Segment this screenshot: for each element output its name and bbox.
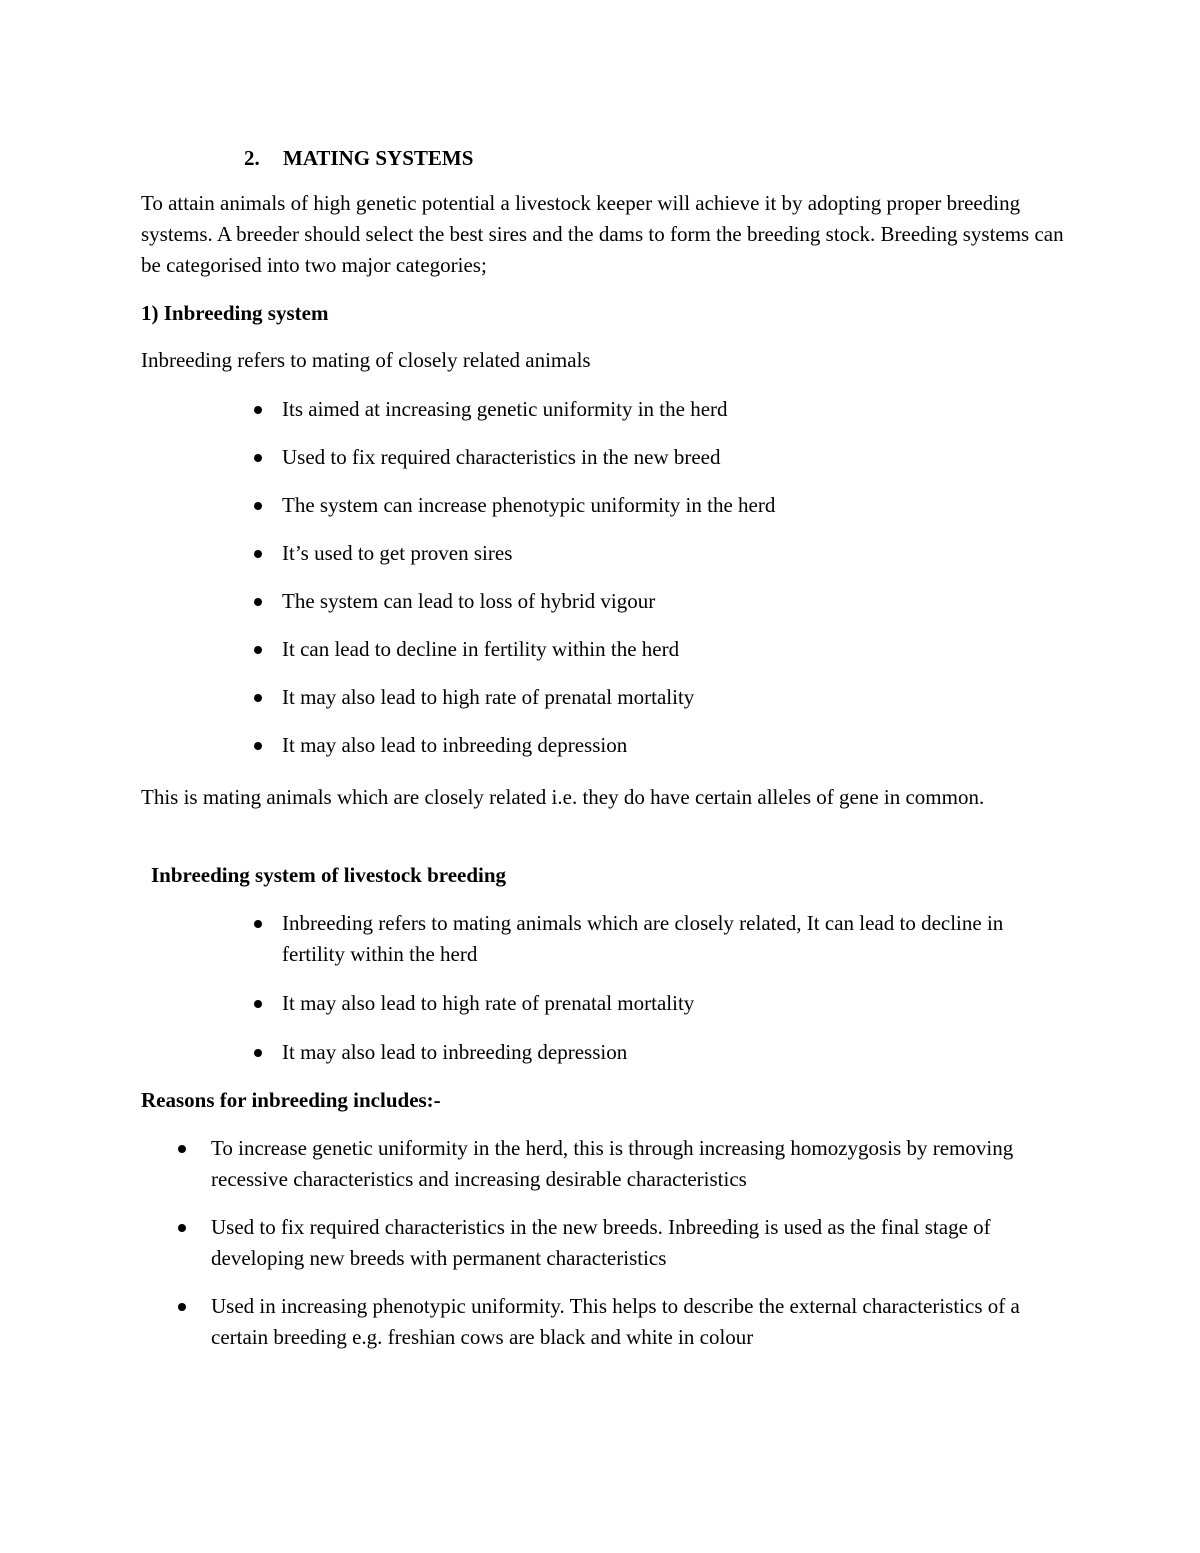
bullet-icon <box>178 1145 186 1153</box>
list-item: The system can increase phenotypic uniformity in the herd <box>282 490 1042 521</box>
bullet-icon <box>254 502 262 510</box>
bullet-icon <box>254 454 262 462</box>
list-item: Used in increasing phenotypic uniformity. This helps to describe the external characteristics of a certain breeding e.g. freshian cows are black and white in colour <box>211 1291 1031 1353</box>
list-item: It can lead to decline in fertility within the herd <box>282 634 1042 665</box>
bullet-icon <box>178 1224 186 1232</box>
bullet-icon <box>254 598 262 606</box>
list-item: It may also lead to high rate of prenatal mortality <box>282 682 1042 713</box>
list-item: The system can lead to loss of hybrid vigour <box>282 586 1042 617</box>
section-reasons-title: Reasons for inbreeding includes:- <box>141 1088 441 1112</box>
bullet-icon <box>254 920 262 928</box>
livestock-bullet-list <box>282 908 1012 1068</box>
bullet-icon <box>254 1049 262 1057</box>
bullet-icon <box>254 1000 262 1008</box>
inbreeding-definition: Inbreeding refers to mating of closely related animals <box>141 348 591 372</box>
bullet-icon <box>254 694 262 702</box>
reasons-bullet-list <box>211 1133 1031 1353</box>
page-title: MATING SYSTEMS <box>283 146 474 170</box>
section-livestock-title: Inbreeding system of livestock breeding <box>151 863 507 887</box>
list-item: Used to fix required characteristics in the new breeds. Inbreeding is used as the final stage of developing new breeds with permanent characteristics <box>211 1212 1031 1274</box>
bullet-icon <box>254 646 262 654</box>
inbreeding-note: This is mating animals which are closely related i.e. they do have certain alleles of gene in common. <box>141 785 985 809</box>
bullet-icon <box>178 1303 186 1311</box>
list-item: It’s used to get proven sires <box>282 538 1042 569</box>
list-item: It may also lead to inbreeding depression <box>282 1037 1012 1068</box>
list-item: Used to fix required characteristics in the new breed <box>282 442 1042 473</box>
bullet-icon <box>254 550 262 558</box>
list-item: It may also lead to inbreeding depression <box>282 730 1042 761</box>
section-inbreeding-title: 1) Inbreeding system <box>141 301 329 325</box>
bullet-icon <box>254 406 262 414</box>
intro-paragraph: To attain animals of high genetic potential a livestock keeper will achieve it by adopting proper breeding systems. A breeder should select the best sires and the dams to form the breeding stock. Breeding systems can be categorised into two major categories; <box>141 191 1064 277</box>
list-item: It may also lead to high rate of prenatal mortality <box>282 988 1012 1019</box>
inbreeding-bullet-list <box>282 394 1042 761</box>
heading-number: 2. <box>244 146 260 170</box>
bullet-icon <box>254 742 262 750</box>
list-item: Inbreeding refers to mating animals which are closely related, It can lead to decline in fertility within the herd <box>282 908 1012 970</box>
list-item: To increase genetic uniformity in the herd, this is through increasing homozygosis by removing recessive characteristics and increasing desirable characteristics <box>211 1133 1031 1195</box>
list-item: Its aimed at increasing genetic uniformity in the herd <box>282 394 1042 425</box>
